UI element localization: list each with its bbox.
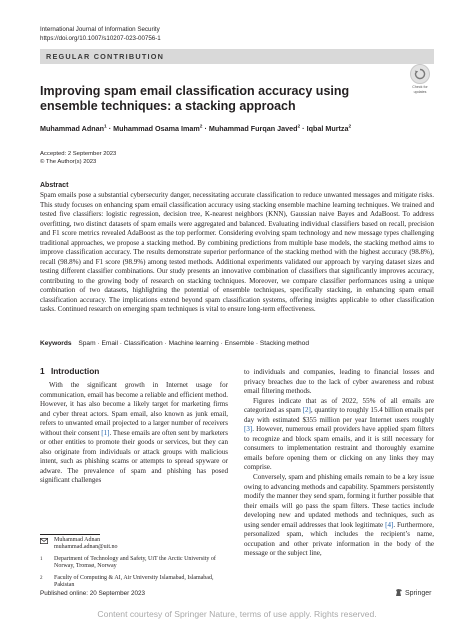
abstract-text: Spam emails pose a substantial cybersecurity danger, necessitating accurate classification to reduce unwanted messages and mitigate risks. This study focuses on enhancing spam email classification accuracy using stacking ensemble machine learning techniques. We trained and tested five classifiers: logistic regression, decision tree, K-nearest neighbors (KNN), Gaussian naive Bayes and AdaBoost. To address overfitting, two distinct datasets of spam emails were aggregated and balanced. Evaluating individual classifiers based on recall, precision and F1 score metrics revealed AdaBoost as the top performer. Considering evolving spam technology and new message types challenging traditional approaches, we propose a stacking method. By combining predictions from multiple base models, the stacking method aims to improve classification accuracy. The results demonstrate superior performance of the stacking method with the highest accuracy (98.8%), recall (98.8%) and F1 score (98.9%) among tested methods. Additional experiments validated our approach by varying dataset sizes and testing different classifier combinations. Our study presents an innovative combination of classifiers that significantly improves accuracy, contributing to the growing body of research on stacking techniques. Moreover, we compare classifier performances using a unique combination of two datasets, highlighting the potential of ensemble techniques, specifically stacking, in enhancing spam email classification accuracy. The implications extend beyond spam classification systems, offering insights applicable to other classification tasks. Continued research on emerging spam techniques is vital to ensure long-term effectiveness. — [40, 191, 434, 313]
citation-link[interactable]: [1] — [101, 428, 110, 437]
paragraph-text: Figures indicate that as of 2022, 55% of all emails are categorized as spam — [244, 396, 434, 415]
accepted-date: Accepted: 2 September 2023 — [40, 151, 117, 157]
author-name[interactable]: Muhammad Furqan Javed — [208, 124, 298, 133]
page-footer-notice: Content courtesy of Springer Nature, terms of use apply. Rights reserved. — [97, 609, 377, 619]
paragraph-text: . These emails are often sent by marketers or other entities to promote their goods or services, but they can also originate from individuals or attack groups with malicious intent, such as phishing scams or attempts to spread spyware or adware. The prevalence of spam and phishing has posed significant challenges — [40, 428, 228, 485]
keyword: Stacking method — [259, 340, 309, 347]
contact-name: Muhammad Adnan — [54, 537, 101, 543]
publisher-logo — [395, 588, 431, 597]
author-affiliation-mark: 2 — [199, 124, 203, 130]
keyword: Ensemble — [224, 340, 254, 347]
publisher-name: Springer — [405, 590, 432, 597]
affiliation-text: Department of Technology and Safety, UiT the Arctic University of Norway, Tromsø, Norway — [54, 555, 216, 570]
update-check-icon — [410, 64, 430, 84]
keyword: Email — [101, 340, 118, 347]
section-title: Introduction — [50, 366, 100, 376]
section-number: 1 — [40, 366, 45, 376]
article-title: Improving spam email classification accuracy using ensemble techniques: a stacking approach — [40, 84, 350, 113]
affiliation-number: 2 — [40, 575, 43, 581]
left-column-text — [40, 381, 228, 486]
journal-doi[interactable]: https://doi.org/10.1007/s10207-023-00756-1 — [40, 34, 161, 42]
author-list — [40, 124, 351, 133]
author-affiliation-mark: 2 — [297, 124, 301, 130]
journal-header — [40, 26, 161, 43]
article-dates — [40, 151, 116, 166]
author-name[interactable]: Iqbal Murtza — [306, 124, 349, 133]
paragraph — [244, 397, 434, 473]
citation-link[interactable]: [2] — [302, 406, 311, 415]
springer-horse-icon — [395, 588, 403, 597]
journal-name: International Journal of Information Security — [40, 26, 160, 33]
author-name[interactable]: Muhammad Osama Imam — [113, 124, 200, 133]
keywords-line: Keywords Spam · Email · Classification · Machine learning · Ensemble · Stacking method — [40, 340, 309, 347]
keyword: Machine learning — [168, 340, 219, 347]
affiliation-note — [40, 575, 228, 590]
affiliation-text: Faculty of Computing & AI, Air University Islamabad, Islamabad, Pakistan — [54, 574, 214, 589]
keyword: Classification — [123, 340, 163, 347]
paragraph — [40, 381, 228, 486]
envelope-icon — [40, 538, 48, 547]
section-heading — [40, 366, 99, 376]
paragraph-text: With the significant growth in Internet usage for communication, email has become a reliable and efficient method. However, it has also become a likely target for marketing firms and cyber threat actors. Spam email, also known as junk email, refers to unwanted email projected to a larger number of receivers without their consent — [40, 381, 228, 437]
copyright-line: © The Author(s) 2023 — [40, 158, 97, 165]
author-affiliation-mark: 2 — [348, 124, 352, 130]
corresponding-author-note — [40, 537, 228, 552]
paragraph: to individuals and companies, leading to financial losses and privacy breaches due to the lack of cyber awareness and robust email filtering methods. — [244, 368, 434, 396]
paragraph — [244, 473, 434, 559]
badge-label-line1: Check for — [412, 85, 428, 89]
published-online-date: Published online: 20 September 2023 — [40, 590, 146, 597]
right-column-text — [244, 368, 434, 559]
keyword: Spam — [78, 340, 96, 347]
abstract-heading: Abstract — [40, 182, 69, 189]
keywords-label: Keywords — [40, 340, 72, 347]
footnote-divider — [40, 534, 100, 535]
paragraph-text: . Furthermore, personalized spam, which includes the recipient’s name, occupation and other private information in the body of the message or the subject line, — [244, 520, 434, 558]
author-affiliation-mark: 1 — [104, 124, 107, 130]
check-for-updates-badge[interactable] — [406, 64, 434, 94]
footnotes — [40, 537, 228, 593]
author-separator: · — [202, 124, 209, 133]
affiliation-note — [40, 556, 228, 571]
paragraph-text: . However, numerous email providers have applied spam filters to recognize and block spam emails, and it is still necessary for consumers to implementation restraint and thoroughly examine emails before opening them or clicking on any links they may comprise. — [244, 425, 434, 472]
author-name[interactable]: Muhammad Adnan — [40, 124, 105, 133]
contact-email[interactable]: muhammad.adnan@uit.no — [54, 544, 118, 551]
article-type-banner — [40, 49, 434, 64]
affiliation-number: 1 — [40, 556, 43, 562]
citation-link[interactable]: [4] — [385, 520, 394, 529]
paragraph-text: , quantity to roughly 15.4 billion emails per day with estimated $355 million per year Internet users roughly — [244, 406, 434, 424]
paragraph-text: Conversely, spam and phishing emails remain to be a key issue owing to advancing methods and capability. Spammers persistently modify the manner they send spam, forming it further possible that their emails will go pass the spam filters. These tactics include developing new and updated methods and techniques, such as using sender email addresses that look legitimate — [244, 473, 434, 529]
article-type-label: REGULAR CONTRIBUTION — [46, 52, 165, 61]
author-separator: · — [300, 124, 307, 133]
badge-label-line2: updates — [413, 90, 427, 94]
author-separator: · — [106, 124, 114, 133]
citation-link[interactable]: [3] — [244, 425, 253, 434]
